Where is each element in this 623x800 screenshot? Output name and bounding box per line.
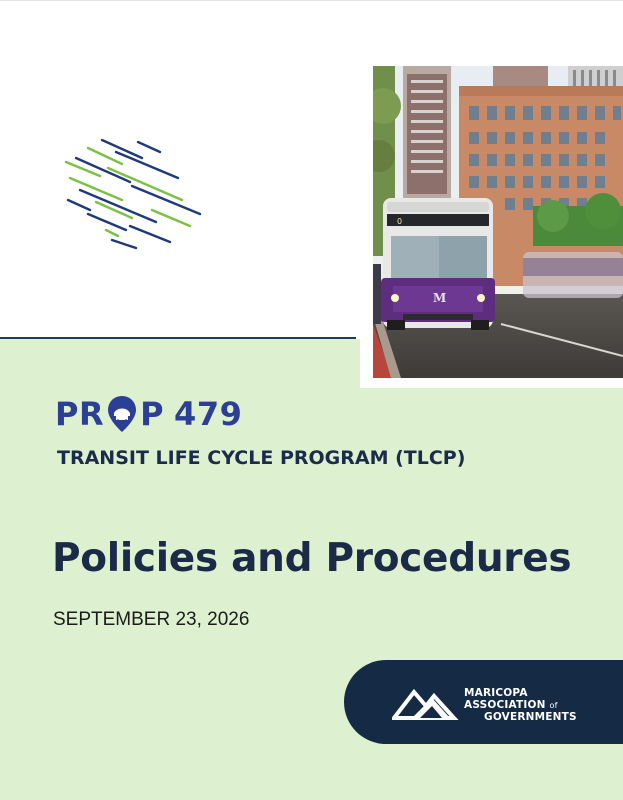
program-word-prefix: PR	[55, 395, 105, 433]
program-number: 479	[174, 395, 243, 433]
org-name-line2	[464, 699, 558, 711]
org-name-line1: MARICOPA	[464, 687, 528, 699]
mag-mountain-logo-icon	[392, 686, 470, 720]
document-title: Policies and Procedures	[52, 536, 572, 581]
org-name-line2-word: ASSOCIATION	[464, 699, 546, 711]
svg-text:M: M	[433, 291, 447, 305]
org-name-line3: GOVERNMENTS	[484, 711, 577, 723]
organization-badge	[344, 660, 623, 744]
org-name-line2-suffix: of	[549, 701, 558, 710]
bus-sign-text: 0	[397, 217, 403, 226]
document-date: SEPTEMBER 23, 2026	[53, 609, 250, 630]
program-title	[55, 394, 242, 434]
divider-rule	[0, 337, 356, 339]
cover-photo	[373, 66, 623, 378]
bus-street-illustration	[373, 66, 623, 378]
program-subtitle: TRANSIT LIFE CYCLE PROGRAM (TLCP)	[57, 447, 466, 469]
decorative-streaks-icon	[60, 130, 210, 250]
map-pin-icon	[105, 394, 139, 434]
top-border	[0, 0, 623, 1]
program-word-suffix: P	[140, 395, 165, 433]
